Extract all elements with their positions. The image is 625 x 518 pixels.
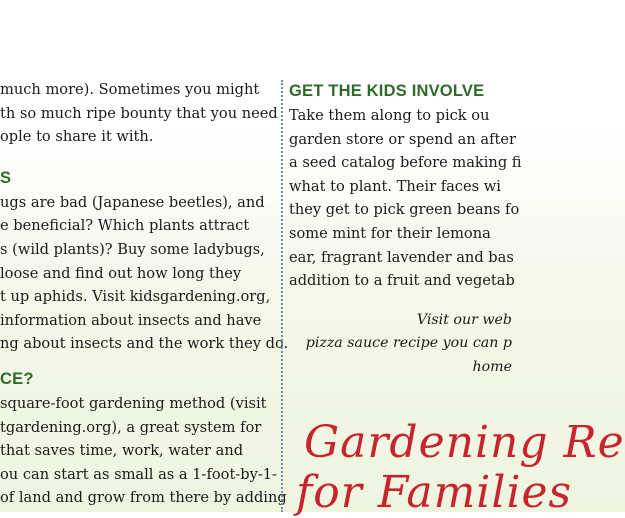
text-line: what to plant. Their faces wi bbox=[289, 177, 501, 195]
text-line: information about insects and have bbox=[0, 311, 262, 329]
text-line: some mint for their lemona bbox=[289, 224, 491, 242]
text-line: tgardening.org), a great system for bbox=[0, 418, 262, 436]
text-line: pizza sauce recipe you can p bbox=[305, 335, 512, 352]
bugs-heading: S bbox=[0, 168, 12, 187]
text-line: that saves time, work, water and bbox=[0, 442, 244, 460]
text-line: s (wild plants)? Buy some ladybugs, bbox=[0, 240, 265, 258]
text-line: garden store or spend an after bbox=[289, 130, 516, 148]
text-line: square-foot gardening method (visit bbox=[0, 394, 267, 412]
space-paragraph bbox=[0, 392, 287, 510]
text-line: ople to share it with. bbox=[0, 128, 154, 146]
intro-paragraph bbox=[0, 78, 278, 149]
website-note bbox=[300, 309, 512, 379]
text-line: ugs are bad (Japanese beetles), and bbox=[0, 193, 265, 211]
text-line: much more). Sometimes you might bbox=[0, 81, 260, 98]
title-line: Gardening Re bbox=[304, 417, 625, 468]
text-line: they get to pick green beans fo bbox=[289, 201, 520, 219]
title-line: for Families bbox=[296, 467, 573, 518]
text-line: ng about insects and the work they do. bbox=[0, 335, 289, 353]
text-line: th so much ripe bounty that you need bbox=[0, 104, 278, 122]
text-line: Visit our web bbox=[416, 312, 512, 328]
kids-heading: GET THE KIDS INVOLVE bbox=[289, 82, 485, 100]
space-heading: CE? bbox=[0, 369, 34, 388]
text-line: addition to a fruit and vegetab bbox=[289, 272, 515, 290]
text-line: e beneficial? Which plants attract bbox=[0, 217, 250, 235]
text-line: ou can start as small as a 1-foot-by-1- bbox=[0, 465, 277, 483]
column-divider bbox=[281, 80, 283, 512]
gardening-recipes-title bbox=[296, 417, 625, 518]
text-line: home bbox=[472, 358, 512, 375]
kids-paragraph bbox=[289, 104, 522, 293]
bugs-paragraph bbox=[0, 191, 289, 356]
text-line: a seed catalog before making fi bbox=[289, 154, 522, 172]
text-line: Take them along to pick ou bbox=[289, 107, 490, 124]
text-line: t up aphids. Visit kidsgardening.org, bbox=[0, 288, 271, 306]
right-column bbox=[289, 78, 522, 293]
text-line: loose and find out how long they bbox=[0, 264, 242, 282]
text-line: ear, fragrant lavender and bas bbox=[289, 248, 514, 266]
text-line: of land and grow from there by adding bbox=[0, 489, 287, 507]
left-column bbox=[0, 78, 289, 510]
